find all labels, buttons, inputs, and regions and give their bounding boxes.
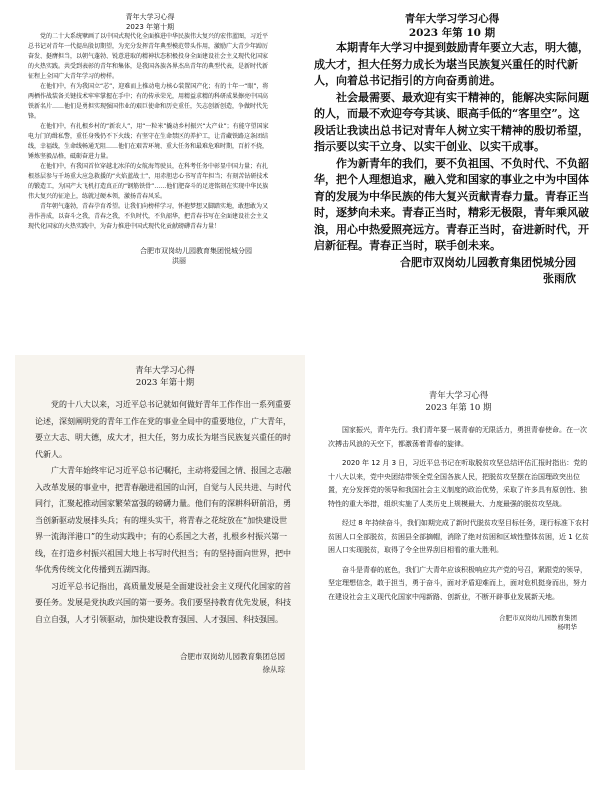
essay-issue: 2023 年第 10 期 [408,27,496,39]
essay-paragraph: 本期青年大学习中提到鼓励青年要立大志，明大德，成大才，担大任努力成长为堪当民族复兴重任的时代新人，向着总书记指引的方向奋勇前进。 [314,41,589,87]
signature-org: 合肥市双岗幼儿园教育集团总园 [180,652,285,661]
essay-paragraph: 党的二十大系统擘画了以中国式现代化全面推进中华民族伟大复兴的宏伟蓝图，习近平总书记对青年一代提出殷切期望，为充分发挥青年典型模范带头作用，激励广大青少年踔厉奋发、挺膺担当，以朝气蓬勃、锐意进取的精神状态积极投身全面建设社会主义现代化国家的火热实践。共受到表彰的青年和集体，是我国各族各界杰出青年的典型代表，是新时代新征程上全国广大青年学习的榜样。 [28,33,269,80]
essay-panel-xucongcong [15,355,305,770]
essay-paragraph: 广大青年始终牢记习近平总书记嘱托，主动将爱国之情、报国之志融入改革发展的事业中，把青春融进祖国的山河，自觉与人民共进、与时代同行，汇聚起推动国家繁荣富强的磅礴力量。他们有的深耕科研前沿，勇当创新驱动发展排头兵；有的埋头实干，将青春之花绽放在“加快建设世界一流海洋港口”的生动实践中；有的心系国之大者，扎根乡村振兴第一线，在打造乡村振兴祖国大地上书写时代担当；有的坚持面向世界，把中华优秀传统文化传播到五湖四海。 [35,466,291,574]
essay-panel-yangminghua [320,390,595,795]
essay-paragraph: 青年朝气蓬勃，青春孕育希望。让我们向榜样学习，怀抱梦想又脚踏实地，敢想敢为又善作善成，以奋斗之我，青春之我，不负时代，不负韶华，把青春书写在全面建设社会主义现代化国家的火热实践中，为奋力推进中国式现代化贡献磅礴青春力量！ [28,203,269,230]
essay-issue: 2023 年第十期 [125,23,175,31]
essay-paragraph: 在他们中，有扎根乡村的“新农人”，用“一粒米”撬动乡村振兴“大产业”；有能守望国家电力门的缉私警，重任身残仍不下火线；有坚守在生命禁区的养护工，让青藏铁路这条团结线，幸福线，生命线畅通无阻……他们在艰苦环境、重大任务和最难危难时期，百折不挠，锤炼坚毅品格，砥砺奋进力量。 [28,123,269,160]
essay-panel-hongli [0,0,300,345]
essay-paragraph: 经过 8 年持续奋斗，我们如期完成了新时代脱贫攻坚目标任务，现行标准下农村贫困人口全部脱贫，贫困县全部摘帽，消除了绝对贫困和区域性整体贫困，近 1 亿贫困人口实现脱贫，取得了令全世界刮目相看的重大胜利。 [328,519,589,554]
essay-paragraph: 在他们中，有为我国立“芯”，迎难而上推动电力核心装置国产化；有的十年一“眼”，将两栖作战装备关键技术牢牢掌握在手中；有的传承荣光，用精益求精的科研成果擦亮中国高铁新名片……他们是勇担实现强国伟业的艰巨使命和历史重任，矢志创新创造，争做时代先锋。 [28,83,269,120]
essay-title: 青年大学习学习心得 [404,13,500,25]
essay-paragraph: 奋斗是青春的底色，我们广大青年应该积极响应共产党的号召，紧跟党的领导，坚定理想信念，敢于担当，勇于奋斗，面对矛盾迎难而上，面对危机挺身而出，努力在建设社会主义现代化国家中闯新路、创新业，不断开辟事业发展新天地。 [328,565,587,601]
essay-issue: 2023 年第 10 期 [425,403,492,413]
signature-name: 张雨欣 [543,272,576,285]
essay-paragraph: 在他们中，有我国首位穿越北冰洋的女航海驾驶员，在科考任务中彰显中国力量；有扎根基层参与千场重大应急救援的“火焰蓝战士”，用赤胆忠心书写青年担当；有刻苦钻研技术的锻造工，为国产大飞机打造真正的“钢筋铁骨”……他们肥奋斗的足迹铭刻在实现中华民族伟大复兴的征途上，练就过硬本领，激扬青春风采。 [28,163,269,200]
essay-paragraph: 党的十八大以来，习近平总书记就如何做好青年工作作出一系列重要论述，深刻阐明党的青年工作在党的事业全局中的重要地位，广大青年，要立大志、明大德，成大才，担大任，努力成长为堪当民族复兴重任的时代新人。 [35,400,291,459]
signature-name: 徐从琮 [262,665,285,674]
essay-issue: 2023 年第十期 [135,378,195,388]
essay-title: 青年大学习心得 [428,391,489,401]
signature-name: 洪丽 [172,257,186,265]
essay-paragraph: 2020 年 12 月 3 日，习近平总书记在听取脱贫攻坚总结评估汇报时指出：党的十八大以来，党中央团结带领全党全国各族人民，把脱贫攻坚摆在治国理政突出位置，充分发挥党的领导和我国社会主义制度的政治优势，采取了许多具有原创性、独特性的重大举措，组织实施了人类历史上规模最大、力度最强的脱贫攻坚战。 [328,459,588,508]
signature-org: 合肥市双岗幼儿园教育集团悦城分园 [400,255,576,269]
essay-title: 青年大学习心得 [135,366,195,376]
essay-paragraph: 作为新青年的我们，要不负祖国、不负时代、不负韶华，把个人理想追求，融入党和国家的事业之中为中国体育的发展为中华民族的伟大复兴贡献青春力量。青春正当时，逐梦向未来。青春正当时，精彩无极限，青年乘风破浪，用心中热爱照亮远方。青春正当时，奋进新时代，开启新征程。青春正当时，联手创未来。 [314,156,589,252]
signature-org: 合肥市双岗幼儿园教育集团悦城分园 [140,247,252,255]
essay-paragraph: 习近平总书记指出，高质量发展是全面建设社会主义现代化国家的首要任务。发展是党执政兴国的第一要务。我们要坚持教育优先发展，科技自立自强，人才引领驱动，加快建设教育强国、人才强国、科技强国。 [35,581,291,624]
signature-org: 合肥市双岗幼儿园教育集团 [499,614,577,622]
essay-paragraph: 社会最需要、最欢迎有实干精神的，能解决实际问题的人，而最不欢迎夸夸其谈、眼高手低的“客里空”。这段话让我读出总书记对青年人树立实干精神的殷切希望，指示要以实干立身、以实干创业、以实干成事。 [314,90,589,153]
essay-paragraph: 国家振兴，青年先行。我们青年要一展青春的无限活力，勇担青春使命。在一次次搏击风浪的天空下，都激荡着青春的旋律。 [328,426,587,448]
signature-name: 杨明华 [557,623,577,631]
essay-title: 青年大学习心得 [125,13,175,21]
essay-panel-zhangyuxin [300,0,600,340]
